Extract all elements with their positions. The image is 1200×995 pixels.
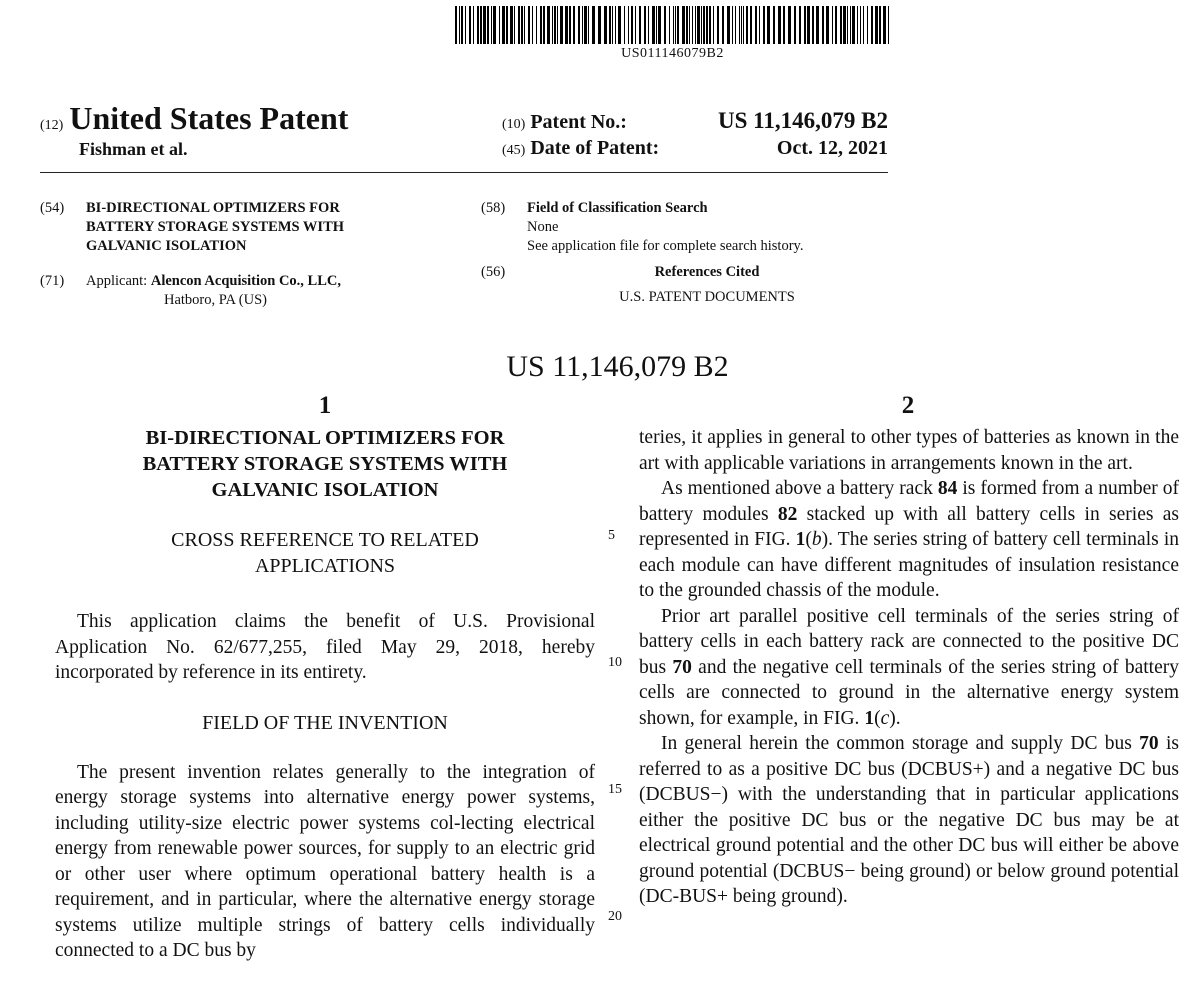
field-paragraph: The present invention relates generally to the integration of energy storage systems into alternative energy power systems, including utility-size electric power systems col-lecting electrical energy from renewable power sources, for supply to an electric grid or other user where optimum operational battery health is a requirement, and in particular, where the alternative energy storage systems utilize multiple strings of battery cells individually connected to a DC bus by <box>55 761 595 961</box>
text-run: ( <box>805 529 812 550</box>
barcode-bar <box>524 6 525 44</box>
barcode-bar <box>473 6 474 44</box>
barcode-bar <box>631 6 633 44</box>
text-run: is referred to as a positive DC bus (DCBUS+) and a negative DC bus (DCBUS−) with the understanding that in particular applications either the positive DC bus or the negative DC bus may be at electrical ground potential and the other DC bus will either be above ground potential (DCBUS− being ground) or below ground potential (DC-BUS+ being ground). <box>639 733 1179 907</box>
barcode-bar <box>487 6 489 44</box>
text-run: As mentioned above a battery rack <box>661 478 938 499</box>
barcode-bar <box>598 6 601 44</box>
text-run: ). <box>889 707 901 729</box>
line-number-5: 5 <box>608 528 615 543</box>
barcode-bar <box>847 6 848 44</box>
barcode-bar <box>560 6 563 44</box>
barcode-bar <box>689 6 690 44</box>
barcode-bar <box>812 6 814 44</box>
barcode-bar <box>514 6 515 44</box>
cross-reference-heading-line-2: APPLICATIONS <box>254 555 396 577</box>
barcode-bar <box>750 6 752 44</box>
barcode-bar <box>677 6 679 44</box>
line-number-20: 20 <box>608 909 622 924</box>
classification-field <box>481 199 901 254</box>
barcode-bar <box>682 6 685 44</box>
ref-numeral: 82 <box>777 503 798 525</box>
code-12: (12) <box>40 118 64 133</box>
barcode-bar <box>582 6 583 44</box>
patent-no-label: Patent No.: <box>530 111 627 133</box>
code-10: (10) <box>502 117 526 132</box>
barcode-bar <box>867 6 868 44</box>
barcode-bar <box>832 6 833 44</box>
barcode-bar <box>843 6 846 44</box>
barcode-bar <box>741 6 742 44</box>
barcode-bar <box>722 6 724 44</box>
barcode-bar <box>879 6 881 44</box>
barcode-bar <box>875 6 878 44</box>
text-run: ( <box>874 707 881 729</box>
barcode-bar <box>569 6 571 44</box>
barcode-bar <box>624 6 625 44</box>
barcode-bar <box>835 6 837 44</box>
barcode-bar <box>628 6 629 44</box>
barcode-bar <box>461 6 463 44</box>
cross-reference-paragraph: This application claims the benefit of U.S. Provisional Application No. 62/677,255, filed May 29, 2018, hereby incorporated by reference in its entirety. <box>55 611 595 683</box>
right-paragraph-2 <box>639 476 1179 604</box>
barcode-bar <box>773 6 775 44</box>
barcode-bar <box>536 6 537 44</box>
barcode-bar <box>697 6 700 44</box>
ref-numeral: 70 <box>672 656 692 678</box>
barcode-bar <box>565 6 568 44</box>
barcode-bar <box>554 6 556 44</box>
barcode-bar <box>759 6 760 44</box>
barcode-bar <box>743 6 744 44</box>
date-label: Date of Patent: <box>530 137 660 159</box>
barcode-bar <box>713 6 714 44</box>
barcode-bar <box>822 6 824 44</box>
barcode-bar <box>540 6 542 44</box>
barcode-bar <box>477 6 479 44</box>
barcode-bar <box>510 6 513 44</box>
barcode-bar <box>727 6 730 44</box>
barcode-bar <box>675 6 676 44</box>
barcode-bar <box>635 6 636 44</box>
barcode-bar <box>552 6 553 44</box>
barcode-bar <box>850 6 851 44</box>
text-run: and the negative cell terminals of the series string of battery cells are connected to ground in the alternative energy system shown, for example, in FIG. <box>639 656 1179 729</box>
barcode-bar <box>686 6 688 44</box>
ref-numeral: 70 <box>1139 733 1159 754</box>
cross-reference-heading-line-1: CROSS REFERENCE TO RELATED <box>171 529 479 551</box>
barcode-bar <box>778 6 781 44</box>
barcode-bar <box>532 6 533 44</box>
barcode-bar <box>652 6 655 44</box>
barcode-bar <box>618 6 621 44</box>
barcode-bar <box>518 6 520 44</box>
patent-number-row <box>502 108 888 134</box>
line-number-15: 15 <box>608 782 622 797</box>
barcode-bar <box>499 6 500 44</box>
figure-number: 1 <box>795 529 806 550</box>
code-71: (71) <box>40 273 65 289</box>
barcode-bar <box>799 6 801 44</box>
column-number-right: 2 <box>901 392 915 419</box>
barcode-bar <box>557 6 558 44</box>
barcode-bar <box>547 6 550 44</box>
text-run: ). The series string of battery cell terminals in each module can have different magnitudes of insulation resistance to the grounded chassis of the module. <box>639 529 1179 601</box>
barcode-bar <box>609 6 611 44</box>
patent-date-row <box>502 137 888 160</box>
barcode-bar <box>703 6 705 44</box>
barcode-bar <box>573 6 575 44</box>
barcode-bar <box>506 6 508 44</box>
barcode-bar <box>807 6 810 44</box>
barcode-bar <box>695 6 696 44</box>
barcode-bar <box>584 6 587 44</box>
code-54: (54) <box>40 200 65 216</box>
barcode-bar <box>701 6 702 44</box>
barcode-bar <box>840 6 842 44</box>
text-run: stacked up with all battery cells in series as represented in FIG. <box>639 503 1179 550</box>
barcode-bar <box>860 6 861 44</box>
barcode-bar <box>735 6 736 44</box>
patent-date: Oct. 12, 2021 <box>776 137 888 159</box>
barcode-bar <box>717 6 719 44</box>
barcode-bar <box>871 6 873 44</box>
barcode-bar <box>592 6 595 44</box>
right-paragraph-3 <box>639 604 1179 732</box>
barcode-bar <box>794 6 796 44</box>
applicant-label: Applicant: <box>86 273 148 289</box>
barcode-bar <box>455 6 457 44</box>
barcode-bar <box>857 6 858 44</box>
right-column <box>639 425 1179 910</box>
barcode-bar <box>746 6 748 44</box>
barcode-bar <box>644 6 646 44</box>
figure-letter: b <box>811 529 822 550</box>
code-45: (45) <box>502 143 526 158</box>
line-number-10: 10 <box>608 655 622 670</box>
barcode-bar <box>709 6 711 44</box>
barcode-bar <box>493 6 496 44</box>
barcode-bar <box>816 6 819 44</box>
applicant-location: Hatboro, PA (US) <box>164 292 267 308</box>
barcode-bar <box>615 6 616 44</box>
references-field <box>481 263 901 313</box>
title-heading-line-3: GALVANIC ISOLATION <box>211 479 439 501</box>
barcode-bar <box>804 6 806 44</box>
barcode-bar <box>788 6 791 44</box>
barcode-bar <box>763 6 765 44</box>
barcode-bar <box>658 6 661 44</box>
barcode-bar <box>491 6 492 44</box>
barcode-bar <box>883 6 886 44</box>
references-label: References Cited <box>654 264 760 280</box>
barcode-bar <box>502 6 505 44</box>
field-label: Field of Classification Search <box>527 200 708 216</box>
barcode-bar <box>588 6 589 44</box>
text-run: In general herein the common storage and supply DC bus <box>661 733 1140 754</box>
code-58: (58) <box>481 200 506 216</box>
barcode-bar <box>578 6 580 44</box>
title-heading-line-1: BI-DIRECTIONAL OPTIMIZERS FOR <box>145 427 505 449</box>
barcode-bar <box>480 6 482 44</box>
code-56: (56) <box>481 264 506 280</box>
barcode-bar <box>543 6 545 44</box>
right-paragraph-1: teries, it applies in general to other types of batteries as known in the art with applicable variations in arrangements known in the art. <box>639 427 1179 474</box>
barcode-bar <box>783 6 785 44</box>
barcode-bar <box>706 6 708 44</box>
patent-type-heading <box>40 100 348 137</box>
invention-title: BI-DIRECTIONAL OPTIMIZERS FOR BATTERY STORAGE SYSTEMS WITH GALVANIC ISOLATION <box>86 200 345 254</box>
barcode-bar <box>528 6 530 44</box>
text-run: Prior art parallel positive cell terminals of the series string of battery cells in each battery rack are connected to the positive DC bus <box>639 605 1179 678</box>
figure-letter: c <box>880 707 890 729</box>
barcode-bar <box>459 6 460 44</box>
barcode-image <box>455 6 890 44</box>
barcode-number: US011146079B2 <box>621 46 724 61</box>
barcode-bar <box>465 6 466 44</box>
figure-number: 1 <box>864 707 875 729</box>
applicant-name: Alencon Acquisition Co., LLC, <box>150 273 341 289</box>
barcode-bar <box>656 6 657 44</box>
applicant-field <box>40 272 440 312</box>
barcode-bar <box>692 6 693 44</box>
text-run: is formed from a number of battery modules <box>639 478 1179 525</box>
barcode-bar <box>604 6 607 44</box>
field-value: None <box>527 219 559 235</box>
column-number-left: 1 <box>318 392 332 419</box>
title-field <box>40 199 440 259</box>
patent-number: US 11,146,079 B2 <box>718 108 888 133</box>
barcode-bar <box>669 6 670 44</box>
inventor-name: Fishman et al. <box>79 139 188 159</box>
header-divider <box>40 172 888 173</box>
references-subheading: U.S. PATENT DOCUMENTS <box>619 289 795 305</box>
title-heading-line-2: BATTERY STORAGE SYSTEMS WITH <box>142 453 508 475</box>
barcode-bar <box>639 6 641 44</box>
barcode-bar <box>612 6 613 44</box>
barcode-bar <box>521 6 523 44</box>
ref-numeral: 84 <box>937 478 958 499</box>
barcode-bar <box>888 6 889 44</box>
barcode-bar <box>767 6 770 44</box>
barcode-bar <box>755 6 757 44</box>
barcode-bar <box>483 6 486 44</box>
patent-type: United States Patent <box>69 100 349 136</box>
barcode-bar <box>469 6 471 44</box>
barcode-bar <box>673 6 674 44</box>
page-patent-id: US 11,146,079 B2 <box>506 350 729 383</box>
right-paragraph-4 <box>639 731 1179 910</box>
field-of-invention-heading: FIELD OF THE INVENTION <box>202 711 448 734</box>
barcode-bar <box>739 6 740 44</box>
left-column <box>55 425 595 964</box>
barcode-bar <box>732 6 733 44</box>
barcode-bar <box>863 6 864 44</box>
barcode-bar <box>648 6 649 44</box>
barcode-bar <box>852 6 855 44</box>
barcode-bar <box>664 6 666 44</box>
field-note: See application file for complete search history. <box>527 238 804 254</box>
barcode-bar <box>826 6 829 44</box>
